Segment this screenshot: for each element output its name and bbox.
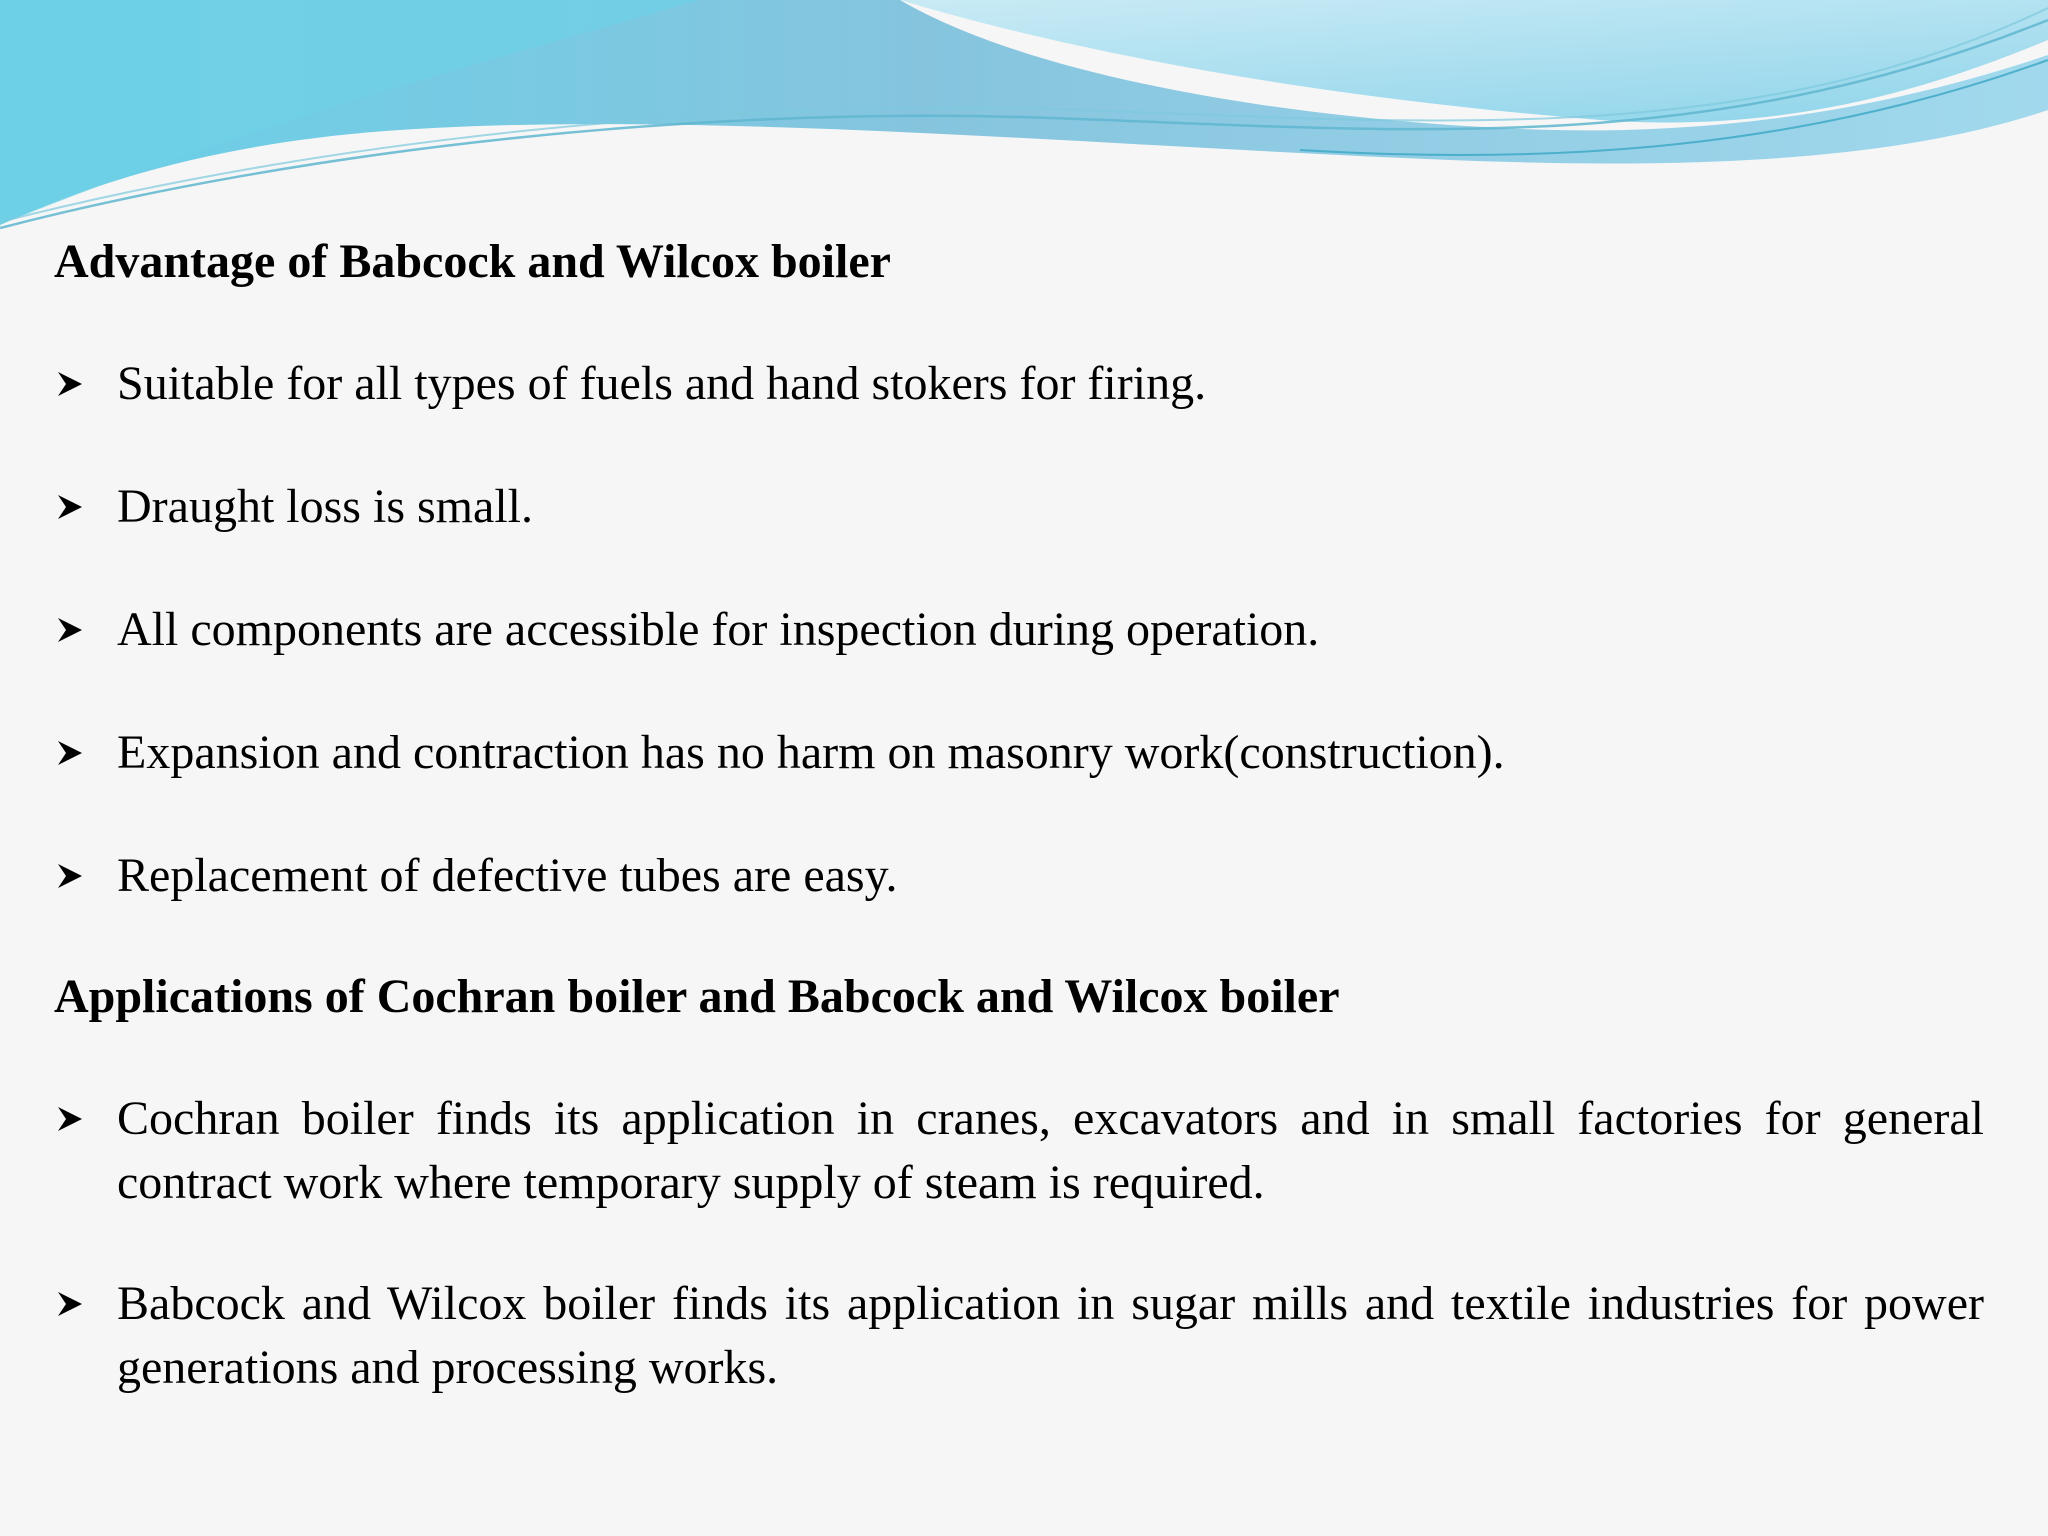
list-item-text: Expansion and contraction has no harm on masonry work(construction).: [117, 726, 1505, 779]
arrow-bullet-icon: [56, 493, 84, 521]
list-item: [54, 1087, 1984, 1215]
arrow-bullet-icon: [56, 739, 84, 767]
list-item: [54, 1272, 1984, 1400]
arrow-bullet-icon: [56, 862, 84, 890]
arrow-bullet-icon: [56, 1290, 84, 1318]
arrow-bullet-icon: [56, 370, 84, 398]
list-item: [54, 721, 1984, 785]
list-item-text: All components are accessible for inspection during operation.: [117, 603, 1320, 656]
list-item-text: Draught loss is small.: [117, 480, 533, 533]
arrow-bullet-icon: [56, 1105, 84, 1133]
section-heading-applications: Applications of Cochran boiler and Babcock and Wilcox boiler: [54, 970, 1340, 1023]
list-item-text: Cochran boiler finds its application in cranes, excavators and in small factories for general contract work where temporary supply of steam is required.: [117, 1092, 1984, 1209]
wave-header-decoration: [0, 0, 2048, 240]
list-item: [54, 844, 1984, 908]
list-item-text: Suitable for all types of fuels and hand stokers for firing.: [117, 357, 1207, 410]
list-item: [54, 598, 1984, 662]
slide-content: [54, 225, 1984, 1400]
list-item-text: Babcock and Wilcox boiler finds its application in sugar mills and textile industries for power generations and processing works.: [117, 1277, 1984, 1394]
list-item: [54, 352, 1984, 416]
list-item: [54, 475, 1984, 539]
arrow-bullet-icon: [56, 616, 84, 644]
section-heading-advantages: Advantage of Babcock and Wilcox boiler: [54, 235, 891, 288]
list-item-text: Replacement of defective tubes are easy.: [117, 849, 898, 902]
